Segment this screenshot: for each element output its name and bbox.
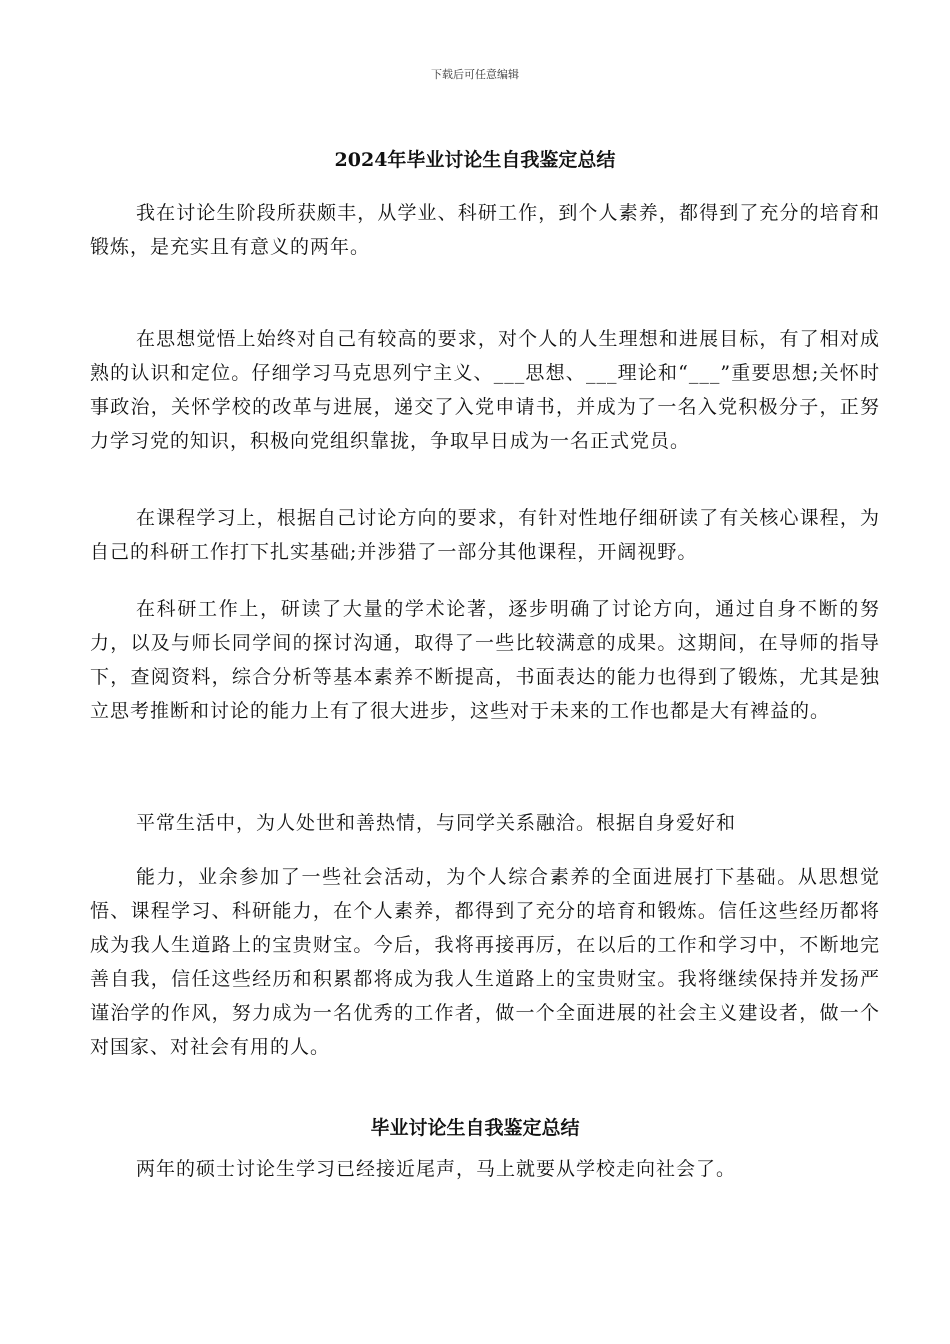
header-note: 下载后可任意编辑 bbox=[431, 68, 519, 81]
paragraph-coursework: 在课程学习上，根据自己讨论方向的要求，有针对性地仔细研读了有关核心课程，为自己的科研工作打下扎实基础;并涉猎了一部分其他课程，开阔视野。 bbox=[90, 507, 880, 563]
paragraph-conclusion: 能力，业余参加了一些社会活动，为个人综合素养的全面进展打下基础。从思想觉悟、课程学习、科研能力，在个人素养，都得到了充分的培育和锻炼。信任这些经历都将成为我人生道路上的宝贵财宝。今后，我将再接再厉，在以后的工作和学习中，不断地完善自我，信任这些经历和积累都将成为我人生道路上的宝贵财宝。我将继续保持并发扬严谨治学的作风，努力成为一名优秀的工作者，做一个全面进展的社会主义建设者，做一个对国家、对社会有用的人。 bbox=[90, 866, 880, 1058]
paragraph-intro: 我在讨论生阶段所获颇丰，从学业、科研工作，到个人素养，都得到了充分的培育和锻炼，是充实且有意义的两年。 bbox=[90, 202, 880, 258]
document-title: 2024年毕业讨论生自我鉴定总结 bbox=[334, 149, 616, 171]
paragraph-ideology: 在思想觉悟上始终对自己有较高的要求，对个人的人生理想和进展目标，有了相对成熟的认识和定位。仔细学习马克思列宁主义、___思想、___理论和“___”重要思想;关怀时事政治，关怀学校的改革与进展，递交了入党申请书，并成为了一名入党积极分子，正努力学习党的知识，积极向党组织靠拢，争取早日成为一名正式党员。 bbox=[90, 328, 880, 452]
paragraph-research: 在科研工作上，研读了大量的学术论著，逐步明确了讨论方向，通过自身不断的努力，以及与师长同学间的探讨沟通，取得了一些比较满意的成果。这期间，在导师的指导下，查阅资料，综合分析等基本素养不断提高，书面表达的能力也得到了锻炼，尤其是独立思考推断和讨论的能力上有了很大进步，这些对于未来的工作也都是大有裨益的。 bbox=[90, 598, 880, 722]
second-paragraph: 两年的硕士讨论生学习已经接近尾声，马上就要从学校走向社会了。 bbox=[136, 1158, 737, 1180]
paragraph-daily-life: 平常生活中，为人处世和善热情，与同学关系融洽。根据自身爱好和 bbox=[136, 812, 737, 834]
second-title: 毕业讨论生自我鉴定总结 bbox=[370, 1117, 580, 1139]
